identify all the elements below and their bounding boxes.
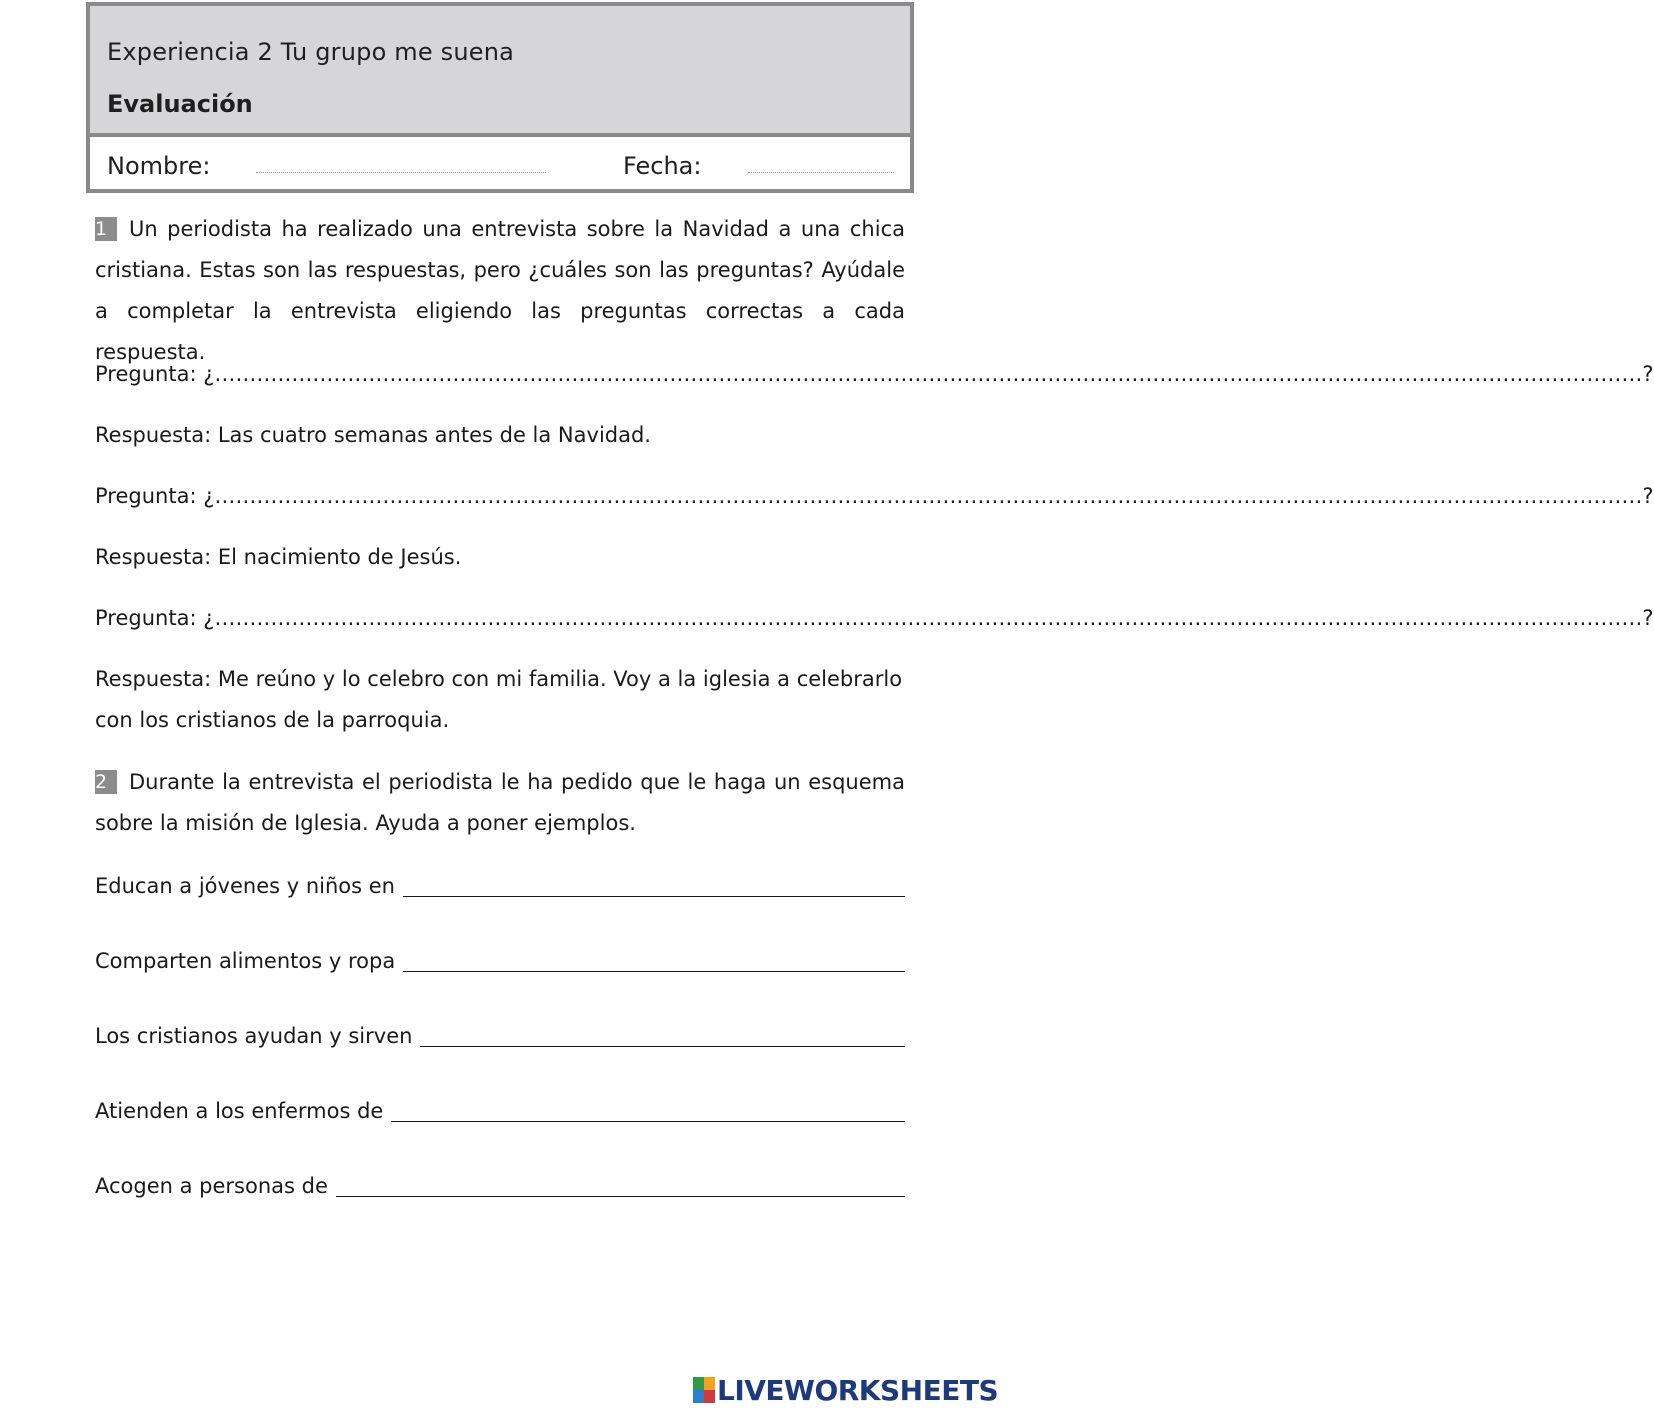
list-item: [95, 946, 905, 976]
worksheet-title: Experiencia 2 Tu grupo me suena: [107, 38, 515, 66]
item-1-answer-field[interactable]: [403, 896, 905, 897]
question-1-suffix: ?: [1642, 362, 1654, 386]
question-3-field[interactable]: [95, 603, 1654, 633]
item-3-label: Los cristianos ayudan y sirven: [95, 1024, 413, 1048]
worksheet-subtitle: Evaluación: [107, 90, 253, 118]
question-1-prefix: Pregunta: ¿: [95, 362, 215, 386]
exercise-2-text: Durante la entrevista el periodista le ha pedido que le haga un esquema sobre la misión de Iglesia. Ayuda a poner ejemplos.: [95, 770, 905, 835]
list-item: [95, 871, 905, 901]
liveworksheets-icon: [693, 1377, 715, 1403]
item-1-label: Educan a jóvenes y niños en: [95, 874, 395, 898]
item-2-label: Comparten alimentos y ropa: [95, 949, 396, 973]
date-field[interactable]: [748, 172, 894, 173]
question-3-suffix: ?: [1642, 606, 1654, 630]
brand-name: LIVEWORKSHEETS: [717, 1373, 999, 1407]
item-5-answer-field[interactable]: [336, 1196, 905, 1197]
list-item: [95, 1021, 905, 1051]
item-4-label: Atienden a los enfermos de: [95, 1099, 384, 1123]
date-label: Fecha:: [623, 152, 702, 180]
answer-1: Respuesta: Las cuatro semanas antes de la Navidad.: [95, 423, 651, 447]
list-item: [95, 1171, 905, 1201]
question-3-prefix: Pregunta: ¿: [95, 606, 215, 630]
question-2-prefix: Pregunta: ¿: [95, 484, 215, 508]
list-item: [95, 1096, 905, 1126]
item-2-answer-field[interactable]: [403, 971, 905, 972]
exercise-2-number: 2: [95, 770, 117, 794]
question-1-field[interactable]: [95, 359, 1654, 389]
exercise-1-text: Un periodista ha realizado una entrevista sobre la Navidad a una chica cristiana. Estas son las respuestas, pero ¿cuáles son las preguntas? Ayúdale a completar la entrevista eligiendo las preguntas correctas a cada respuesta.: [95, 217, 905, 364]
answer-3: Respuesta: Me reúno y lo celebro con mi familia. Voy a la iglesia a celebrarlo con los cristianos de la parroquia.: [95, 667, 903, 732]
exercise-1-instruction: [95, 209, 905, 373]
question-3-dots: ……………………………………………………………………………………………………………………………………………………………………………………: [214, 606, 1643, 630]
question-2-dots: ……………………………………………………………………………………………………………………………………………………………………………………: [214, 484, 1643, 508]
name-label: Nombre:: [107, 152, 211, 180]
item-3-answer-field[interactable]: [420, 1046, 905, 1047]
header-title-band: [90, 6, 910, 137]
header-box: [86, 2, 914, 193]
item-4-answer-field[interactable]: [391, 1121, 905, 1122]
question-2-field[interactable]: [95, 481, 1654, 511]
question-1-dots: ……………………………………………………………………………………………………………………………………………………………………………………: [214, 362, 1643, 386]
answer-2: Respuesta: El nacimiento de Jesús.: [95, 545, 462, 569]
exercise-2-instruction: [95, 762, 905, 844]
exercise-1-number: 1: [95, 217, 117, 241]
name-field[interactable]: [256, 172, 546, 173]
item-5-label: Acogen a personas de: [95, 1174, 328, 1198]
liveworksheets-logo: [693, 1374, 998, 1406]
question-2-suffix: ?: [1642, 484, 1654, 508]
